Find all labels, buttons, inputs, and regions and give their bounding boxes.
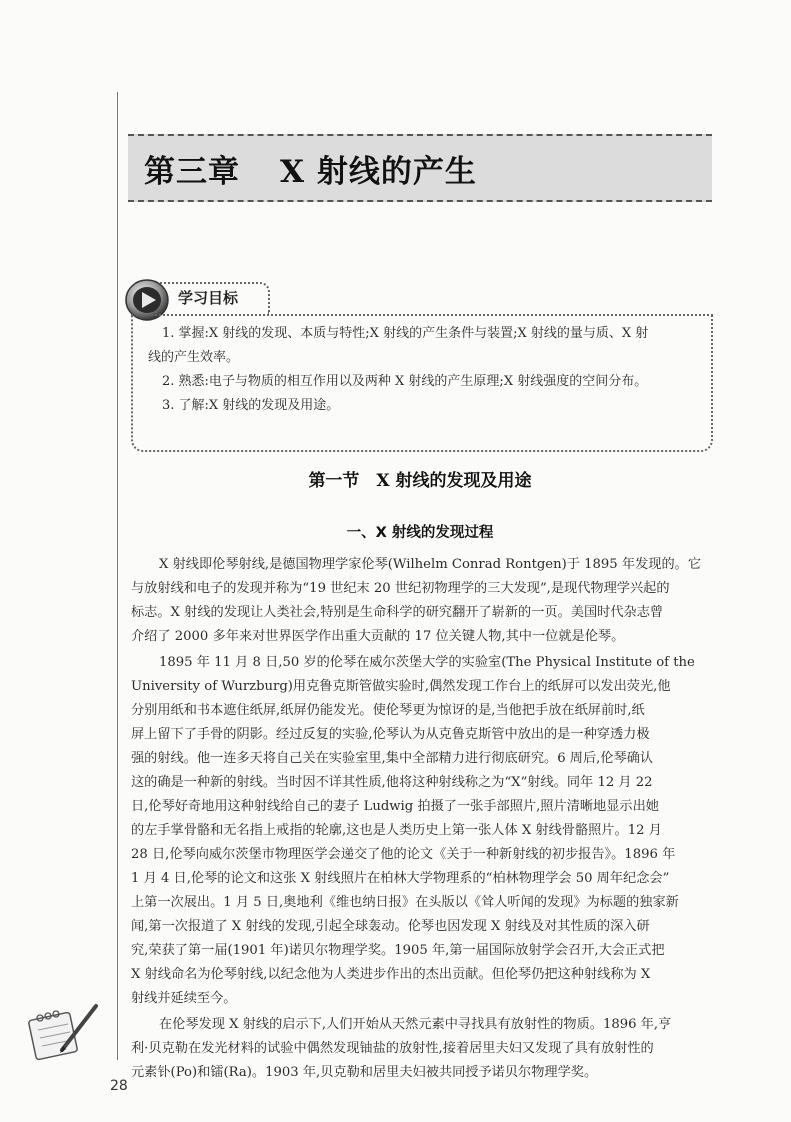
- body-line: 1895 年 11 月 8 日,50 岁的伦琴在威尔茨堡大学的实验室(The Physical Institute of the: [159, 655, 695, 670]
- body-line: 这的确是一种新的射线。当时因不详其性质,他将这种射线称之为“X”射线。同年 12 月 22: [131, 775, 653, 790]
- body-line: University of Wurzburg)用克鲁克斯管做实验时,偶然发现工作台上的纸屏可以发出荧光,他: [131, 679, 671, 694]
- body-line: 上第一次展出。1 月 5 日,奥地利《维也纳日报》在头版以《耸人听闻的发现》为标题的独家新: [131, 895, 679, 910]
- body-line: 究,荣获了第一届(1901 年)诺贝尔物理学奖。1905 年,第一届国际放射学会召开,大会正式把: [131, 943, 665, 958]
- body-line: 分别用纸和书本遮住纸屏,纸屏仍能发光。使伦琴更为惊讶的是,当他把手放在纸屏前时,纸: [131, 703, 645, 718]
- body-line: 28 日,伦琴向威尔茨堡市物理医学会递交了他的论文《关于一种新射线的初步报告》。1896 年: [131, 847, 676, 862]
- body-line: 的左手掌骨骼和无名指上戒指的轮廓,这也是人类历史上第一张人体 X 射线骨骼照片。12 月: [131, 823, 662, 838]
- body-line: 与放射线和电子的发现并称为“19 世纪末 20 世纪初物理学的三大发现”,是现代物理学兴起的: [131, 581, 670, 596]
- objective-item: 3. 了解:X 射线的发现及用途。: [162, 398, 340, 413]
- body-line: 在伦琴发现 X 射线的启示下,人们开始从天然元素中寻找具有放射性的物质。1896 年,亨: [159, 1017, 672, 1032]
- left-margin-rule: [117, 92, 118, 1060]
- body-line: 射线并延续至今。: [131, 991, 237, 1006]
- body-line: 介绍了 2000 多年来对世界医学作出重大贡献的 17 位关键人物,其中一位就是伦琴。: [131, 629, 625, 644]
- objective-item: 线的产生效率。: [148, 350, 240, 365]
- objectives-title: 学习目标: [178, 289, 239, 307]
- objective-item: 1. 掌握:X 射线的发现、本质与特性;X 射线的产生条件与装置;X 射线的量与质、X 射: [162, 326, 649, 341]
- body-line: 屏上留下了手骨的阴影。经过反复的实验,伦琴认为从克鲁克斯管中放出的是一种穿透力极: [131, 727, 650, 742]
- body-line: 利·贝克勒在发光材料的试验中偶然发现铀盐的放射性,接着居里夫妇又发现了具有放射性的: [131, 1041, 654, 1056]
- body-line: 元素钋(Po)和镭(Ra)。1903 年,贝克勒和居里夫妇被共同授予诺贝尔物理学奖。: [131, 1065, 598, 1080]
- subsection-title: 一、X 射线的发现过程: [346, 525, 494, 541]
- body-line: 标志。X 射线的发现让人类社会,特别是生命科学的研究翻开了崭新的一页。美国时代杂志曾: [131, 605, 664, 620]
- body-line: X 射线命名为伦琴射线,以纪念他为人类进步作出的杰出贡献。但伦琴仍把这种射线称为 X: [131, 967, 651, 982]
- chapter-banner: [128, 134, 712, 202]
- body-line: 强的射线。他一连多天将自己关在实验室里,集中全部精力进行彻底研究。6 周后,伦琴确认: [131, 751, 654, 766]
- body-line: X 射线即伦琴射线,是德国物理学家伦琴(Wilhelm Conrad Rontgen)于 1895 年发现的。它: [159, 557, 702, 572]
- body-line: 日,伦琴好奇地用这种射线给自己的妻子 Ludwig 拍摄了一张手部照片,照片清晰地显示出她: [131, 799, 659, 814]
- notebook-pen-icon: [26, 1000, 102, 1064]
- page-number: 28: [110, 1078, 128, 1094]
- body-line: 1 月 4 日,伦琴的论文和这张 X 射线照片在柏林大学物理系的“柏林物理学会 50 周年纪念会”: [131, 871, 670, 886]
- objective-item: 2. 熟悉:电子与物质的相互作用以及两种 X 射线的产生原理;X 射线强度的空间分布。: [162, 374, 648, 389]
- chapter-number: 第三章: [144, 154, 240, 190]
- section-title: 第一节 X 射线的发现及用途: [308, 471, 532, 491]
- chapter-name: X 射线的产生: [280, 154, 477, 190]
- body-line: 闻,第一次报道了 X 射线的发现,引起全球轰动。伦琴也因发现 X 射线及对其性质的深入研: [131, 919, 650, 934]
- chapter-title: [144, 146, 477, 191]
